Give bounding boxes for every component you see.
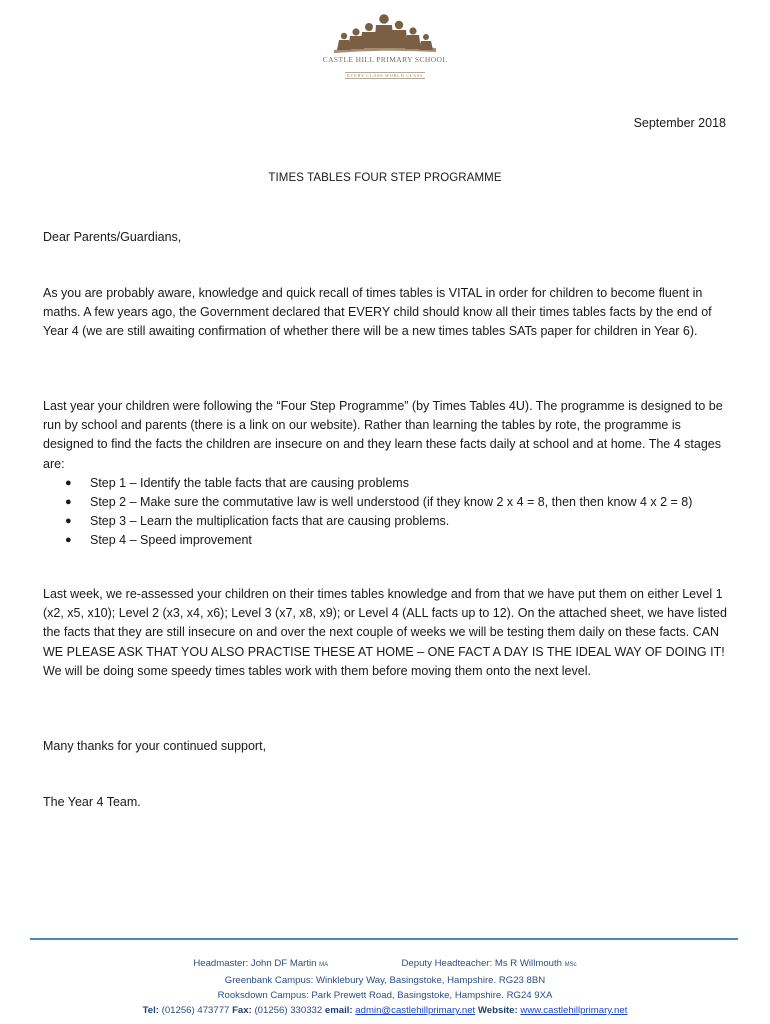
website-label: Website: <box>477 1005 518 1016</box>
list-item <box>43 474 729 493</box>
deputy-qualification: MSc <box>564 962 577 968</box>
school-logo <box>322 10 448 90</box>
bullet-icon: ● <box>65 496 72 509</box>
bullet-icon: ● <box>65 476 72 489</box>
paragraph-3: Last week, we re-assessed your children on their times tables knowledge and from that we have put them on either Level 1 (x2, x5, x10); Level 2 (x3, x4, x6); Level 3 (x7, x8, x9); or Level 4 (ALL facts up to 12). On the attached sheet, we have listed the facts that they are still insecure on and over the next couple of weeks we will be testing them daily on these facts. CAN WE PLEASE ASK THAT YOU ALSO PRACTISE THESE AT HOME – ONE FACT A DAY IS THE IDEAL WAY OF DOING IT! We will be doing some speedy times tables work with them before moving them onto the next level. <box>43 587 727 678</box>
footer <box>0 956 770 1018</box>
list-item <box>43 493 729 512</box>
tel-number: (01256) 473777 <box>161 1005 230 1016</box>
fax-label: Fax: <box>232 1005 252 1016</box>
bullet-icon: ● <box>65 515 72 528</box>
email-label: email: <box>324 1005 353 1016</box>
step-text: Step 4 – Speed improvement <box>90 533 252 548</box>
footer-staff-line <box>0 956 770 973</box>
letter-title: TIMES TABLES FOUR STEP PROGRAMME <box>268 172 502 184</box>
step-text: Step 2 – Make sure the commutative law is well understood (if they know 2 x 4 = 8, then then know 4 x 2 = 8) <box>90 495 693 510</box>
paragraph-1: As you are probably aware, knowledge and quick recall of times tables is VITAL in order for children to become fluent in maths. A few years ago, the Government declared that EVERY child should know all their times tables facts by the end of Year 4 (we are still awaiting confirmation of whether there will be a new times tables SATs paper for children in Year 6). <box>43 286 712 339</box>
closing-line: Many thanks for your continued support, <box>43 739 267 753</box>
letter-date: September 2018 <box>633 116 726 130</box>
rooksdown-address: Rooksdown Campus: Park Prewett Road, Basingstoke, Hampshire. RG24 9XA <box>217 990 553 1001</box>
salutation: Dear Parents/Guardians, <box>43 230 182 244</box>
signature: The Year 4 Team. <box>43 795 141 809</box>
tel-label: Tel: <box>142 1005 159 1016</box>
bullet-icon: ● <box>65 534 72 547</box>
headmaster-name: Headmaster: John DF Martin <box>193 958 317 969</box>
paragraph-2 <box>43 397 729 551</box>
fax-number: (01256) 330332 <box>254 1005 323 1016</box>
list-item <box>43 531 729 550</box>
logo-children-graphic <box>330 10 440 54</box>
greenbank-address: Greenbank Campus: Winklebury Way, Basingstoke, Hampshire. RG23 8BN <box>224 975 546 986</box>
list-item <box>43 512 729 531</box>
email-link[interactable]: admin@castlehillprimary.net <box>355 1005 476 1016</box>
headmaster-qualification: MA <box>319 962 329 968</box>
step-text: Step 3 – Learn the multiplication facts that are causing problems. <box>90 514 450 529</box>
steps-list <box>43 474 729 551</box>
paragraph-2-text: Last year your children were following the “Four Step Programme” (by Times Tables 4U). The programme is designed to be run by school and parents (there is a link on our website). Rather than learning the tables by rote, the programme is designed to find the facts the children are insecure on and they learn these facts daily at school and at home. The 4 stages are: <box>43 399 723 471</box>
deputy-name: Deputy Headteacher: Ms R Willmouth <box>401 958 562 969</box>
school-name: CASTLE HILL PRIMARY SCHOOL <box>322 55 448 64</box>
step-text: Step 1 – Identify the table facts that are causing problems <box>90 475 409 490</box>
website-link[interactable]: www.castlehillprimary.net <box>520 1005 628 1016</box>
school-motto: EVERY CLASS WORLD CLASS <box>346 73 424 78</box>
footer-contact-line <box>0 1003 770 1018</box>
footer-divider <box>30 938 738 940</box>
